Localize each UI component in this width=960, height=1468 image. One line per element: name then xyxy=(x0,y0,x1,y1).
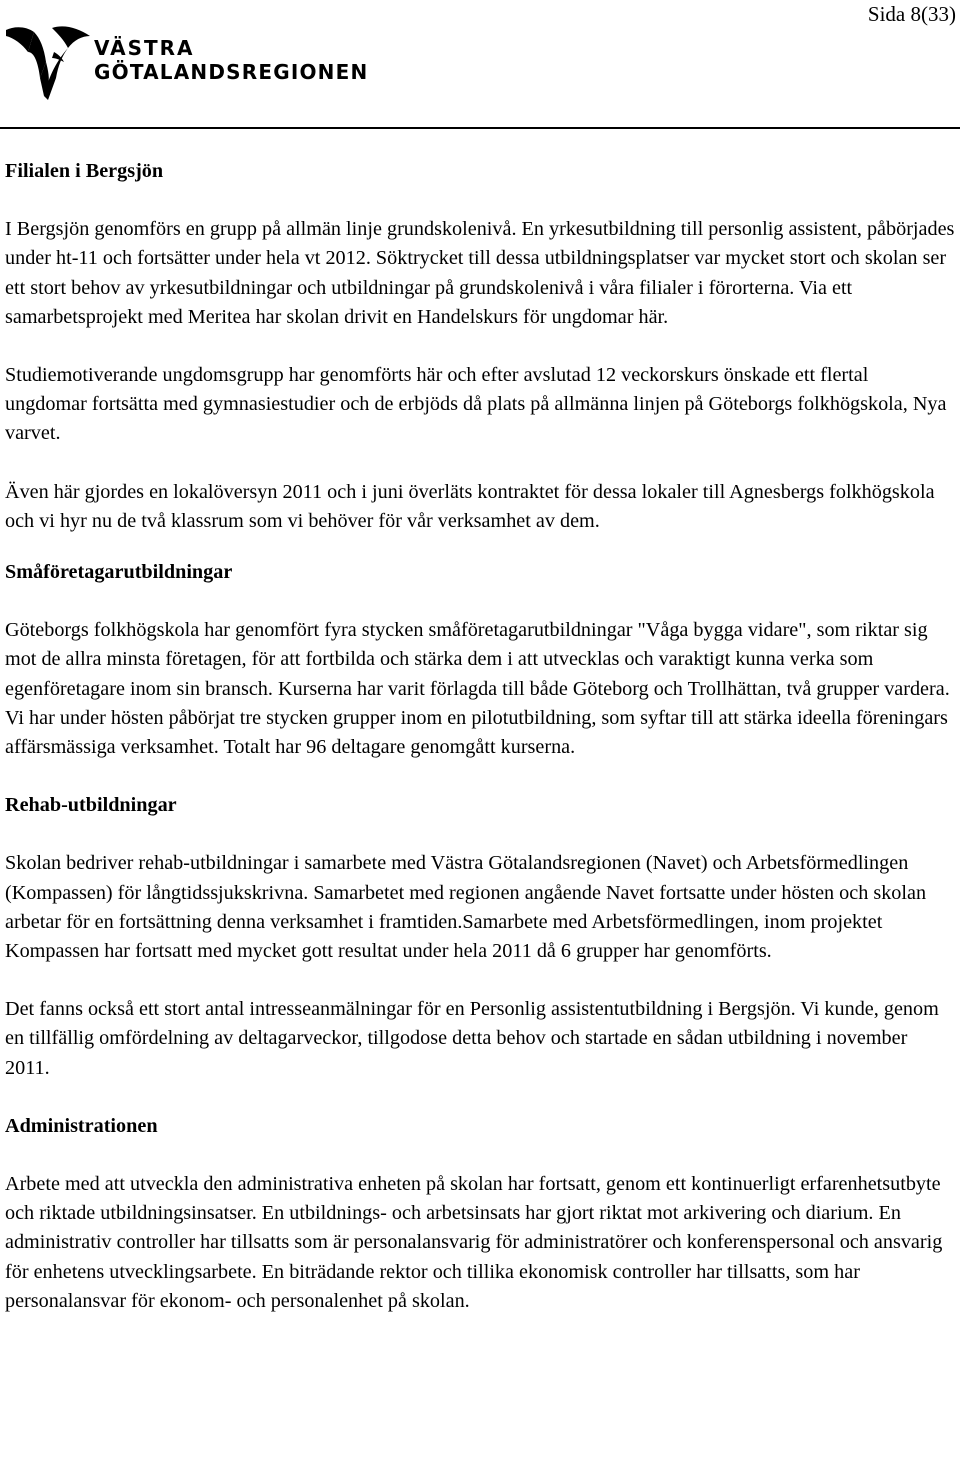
paragraph: Arbete med att utveckla den administrativa enheten på skolan har fortsatt, genom ett kontinuerligt erfarenhetsutbyte och riktade utbildningsinsatser. En utbildnings- och arbetsinsats har gjort riktat mot arkivering och diarium. En administrativ controller har tillsatts som är personalansvarig för administratörer och konferenspersonal och ansvarig för enhetens utvecklingsarbete. En biträdande rektor och tillika ekonomisk controller har tillsatts, som har personalansvar för ekonom- och personalenhet på skolan. xyxy=(5,1173,943,1312)
section-heading: Administrationen xyxy=(5,1114,158,1137)
paragraph: Göteborgs folkhögskola har genomfört fyra stycken småföretagarutbildningar "Våga bygga vidare", som riktar sig mot de allra minsta företagen, för att fortbilda och stärka dem i att utvecklas och varaktigt kunna verka som egenföretagare inom sin bransch. Kurserna har varit förlagda till både Göteborg och Trollhättan, två grupper vardera. Vi har under hösten påbörjat tre stycken grupper inom en pilotutbildning, som syftar till att stärka ideella föreningars affärsmässiga verksamhet. Totalt har 96 deltagare genomgått kurserna. xyxy=(5,619,950,759)
logo-line-2: GÖTALANDSREGIONEN xyxy=(94,60,369,84)
paragraph: I Bergsjön genomförs en grupp på allmän linje grundskolenivå. En yrkesutbildning till personlig assistent, påbörjades under ht-11 och fortsätter under hela vt 2012. Söktrycket till dessa utbildningsplatser var mycket stort och skolan ser ett stort behov av yrkesutbildningar och utbildningar på grundskolenivå i våra filialer i förorterna. Via ett samarbetsprojekt med Meritea har skolan drivit en Handelskurs för ungdomar här. xyxy=(5,218,955,328)
paragraph: Även här gjordes en lokalöversyn 2011 och i juni överläts kontraktet för dessa lokaler till Agnesbergs folkhögskola och vi hyr nu de två klassrum som vi behöver för vår verksamhet av dem. xyxy=(5,480,935,532)
header-divider xyxy=(0,127,960,129)
section-administrationen xyxy=(5,1112,955,1316)
paragraph: Studiemotiverande ungdomsgrupp har genomförts här och efter avslutad 12 veckorskurs önskade ett flertal ungdomar fortsätta med gymnasiestudier och de erbjöds då plats på allmänna linjen på Göteborgs folkhögskola, Nya varvet. xyxy=(5,364,947,445)
logo-emblem-icon xyxy=(4,22,92,104)
section-smaforetagarutbildningar xyxy=(5,558,955,762)
section-heading: Småföretagarutbildningar xyxy=(5,561,233,584)
document-body xyxy=(5,157,955,1345)
logo-line-1: VÄSTRA xyxy=(94,36,195,60)
section-heading: Filialen i Bergsjön xyxy=(5,160,164,182)
section-rehab-utbildningar xyxy=(5,791,955,1083)
section-filialen-i-bergsjon xyxy=(5,157,955,536)
paragraph: Det fanns också ett stort antal intresseanmälningar för en Personlig assistentutbildning i Bergsjön. Vi kunde, genom en tillfällig omfördelning av deltagarveckor, tillgodose detta behov och startade en sådan utbildning i november 2011. xyxy=(5,998,939,1079)
vastra-gotalandsregionen-logo xyxy=(4,22,384,104)
page-number: Sida 8(33) xyxy=(867,2,956,26)
logo-wordmark xyxy=(94,36,368,84)
section-heading: Rehab-utbildningar xyxy=(5,794,177,817)
paragraph: Skolan bedriver rehab-utbildningar i samarbete med Västra Götalandsregionen (Navet) och Arbetsförmedlingen (Kompassen) för långtidssjukskrivna. Samarbetet med regionen angående Navet fortsatte under hösten och skolan arbetar för en fortsättning denna verksamhet i framtiden.Samarbete med Arbetsförmedlingen, inom projektet Kompassen har fortsatt med mycket gott resultat under hela 2011 då 6 grupper har genomförts. xyxy=(5,852,927,963)
